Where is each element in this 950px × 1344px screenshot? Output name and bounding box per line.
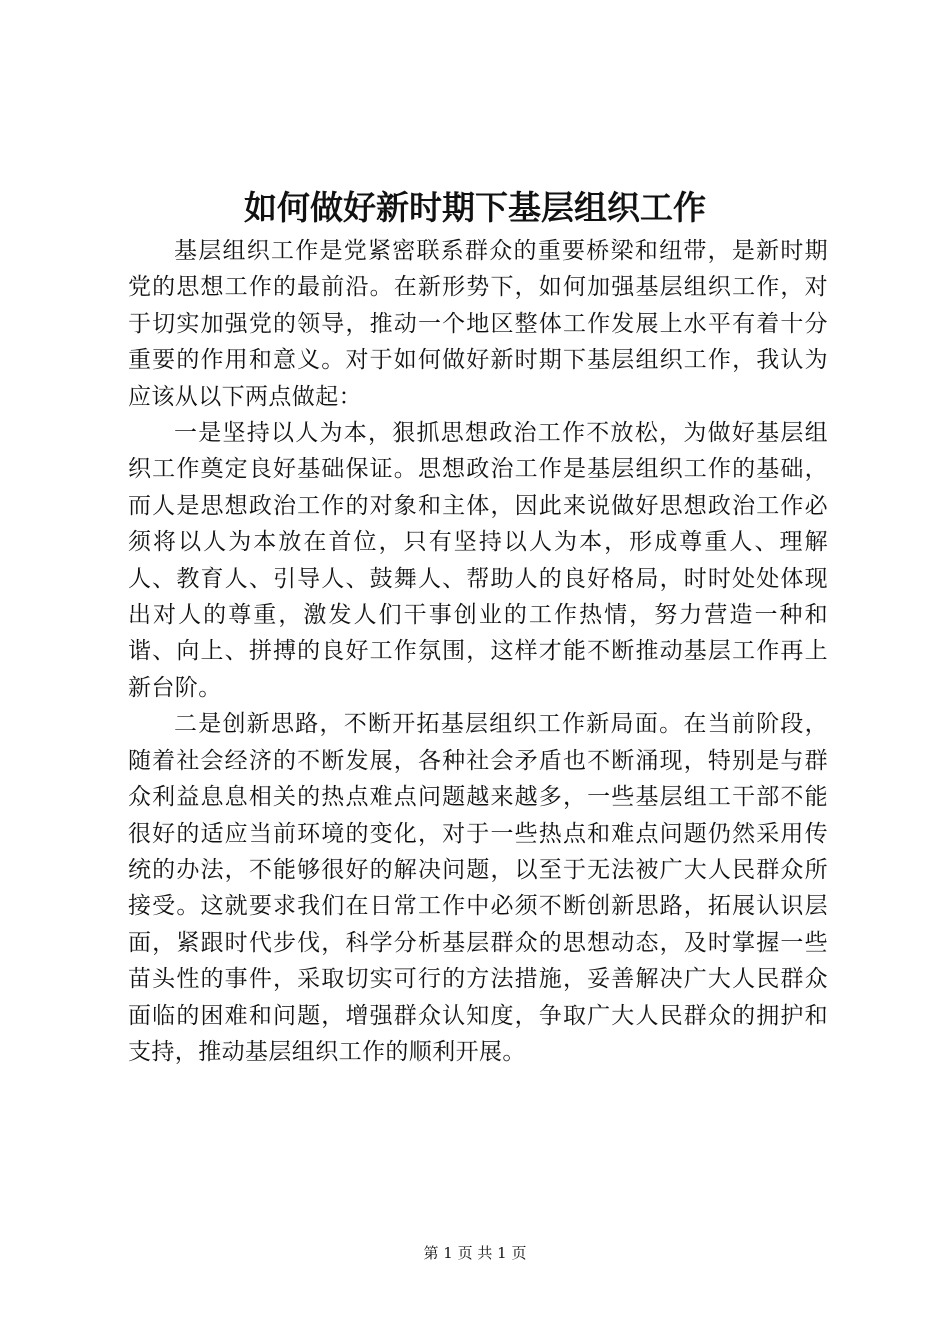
paragraph-point-one: 一是坚持以人为本，狠抓思想政治工作不放松，为做好基层组织工作奠定良好基础保证。思想政治工作是基层组织工作的基础，而人是思想政治工作的对象和主体，因此来说做好思想政治工作必须将以人为本放在首位，只有坚持以人为本，形成尊重人、理解人、教育人、引导人、鼓舞人、帮助人的良好格局，时时处处体现出对人的尊重，激发人们干事创业的工作热情，努力营造一种和谐、向上、拼搏的良好工作氛围，这样才能不断推动基层工作再上新台阶。 (128, 420, 828, 701)
document-body (128, 233, 828, 1070)
paragraph-intro: 基层组织工作是党紧密联系群众的重要桥梁和纽带，是新时期党的思想工作的最前沿。在新形势下，如何加强基层组织工作，对于切实加强党的领导，推动一个地区整体工作发展上水平有着十分重要的作用和意义。对于如何做好新时期下基层组织工作，我认为应该从以下两点做起： (128, 238, 828, 410)
paragraph-point-two: 二是创新思路，不断开拓基层组织工作新局面。在当前阶段，随着社会经济的不断发展，各种社会矛盾也不断涌现，特别是与群众利益息息相关的热点难点问题越来越多，一些基层组工干部不能很好的适应当前环境的变化，对于一些热点和难点问题仍然采用传统的办法，不能够很好的解决问题，以至于无法被广大人民群众所接受。这就要求我们在日常工作中必须不断创新思路，拓展认识层面，紧跟时代步伐，科学分析基层群众的思想动态，及时掌握一些苗头性的事件，采取切实可行的方法措施，妥善解决广大人民群众面临的困难和问题，增强群众认知度，争取广大人民群众的拥护和支持，推动基层组织工作的顺利开展。 (128, 711, 828, 1065)
document-title: 如何做好新时期下基层组织工作 (244, 188, 706, 227)
page-number-footer: 第 1 页 共 1 页 (423, 1244, 527, 1262)
